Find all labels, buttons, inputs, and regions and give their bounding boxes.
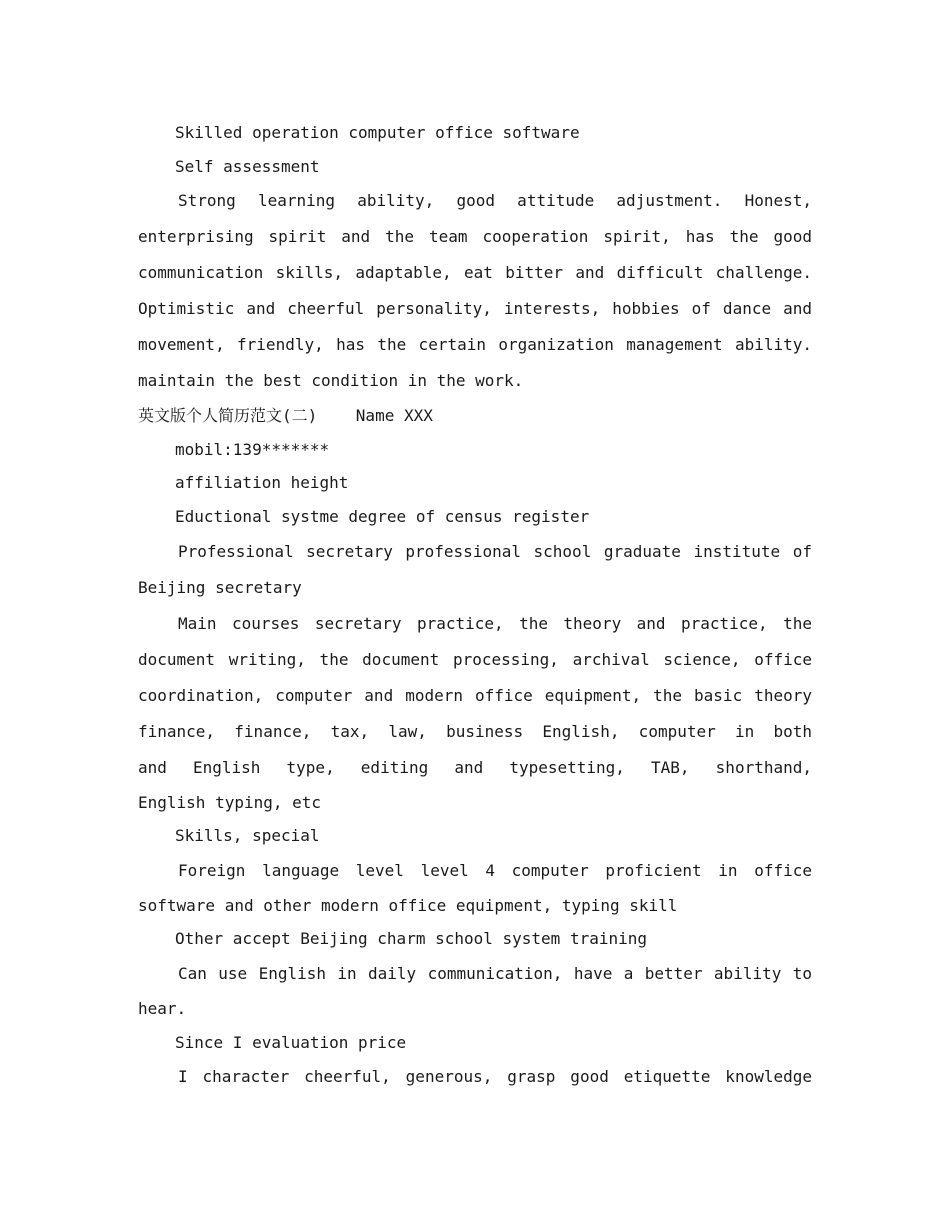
text-line: coordination, computer and modern office equipment, the basic theory bbox=[138, 685, 812, 705]
text-line: and English type, editing and typesetting, TAB, shorthand, bbox=[138, 757, 812, 777]
text-line: finance, finance, tax, law, business English, computer in both bbox=[138, 721, 812, 741]
section-heading: Since I evaluation price bbox=[175, 1032, 407, 1052]
text-line: Strong learning ability, good attitude adjustment. Honest, bbox=[178, 191, 812, 211]
text-line: enterprising spirit and the team cooperation spirit, has the good bbox=[138, 227, 812, 247]
text-line: affiliation height bbox=[175, 473, 349, 493]
text-line: Other accept Beijing charm school system training bbox=[175, 929, 648, 949]
text-line: Eductional systme degree of census register bbox=[175, 506, 590, 526]
text-line: Foreign language level level 4 computer proficient in office bbox=[178, 860, 812, 880]
text-line: Professional secretary professional school graduate institute of bbox=[178, 541, 812, 561]
section-heading: Self assessment bbox=[175, 156, 320, 176]
text-line: Main courses secretary practice, the theory and practice, the bbox=[178, 613, 812, 633]
text-line: Optimistic and cheerful personality, interests, hobbies of dance and bbox=[138, 299, 812, 319]
text-line: movement, friendly, has the certain organization management ability. bbox=[138, 335, 812, 355]
text-line: English typing, etc bbox=[138, 792, 322, 812]
text-line: document writing, the document processing, archival science, office bbox=[138, 649, 812, 669]
document-title: 英文版个人简历范文(二) Name XXX bbox=[138, 406, 433, 426]
text-line: maintain the best condition in the work. bbox=[138, 371, 524, 391]
section-heading: Skills, special bbox=[175, 826, 320, 846]
text-line: communication skills, adaptable, eat bitter and difficult challenge. bbox=[138, 263, 812, 283]
text-line: Can use English in daily communication, have a better ability to bbox=[178, 963, 812, 983]
text-line: Beijing secretary bbox=[138, 577, 302, 597]
text-line: I character cheerful, generous, grasp good etiquette knowledge bbox=[178, 1067, 812, 1087]
text-line: software and other modern office equipment, typing skill bbox=[138, 895, 678, 915]
text-line: hear. bbox=[138, 998, 187, 1018]
text-line: Skilled operation computer office software bbox=[175, 123, 580, 142]
document-page bbox=[138, 116, 812, 1095]
text-line: mobil:139******* bbox=[175, 439, 330, 459]
